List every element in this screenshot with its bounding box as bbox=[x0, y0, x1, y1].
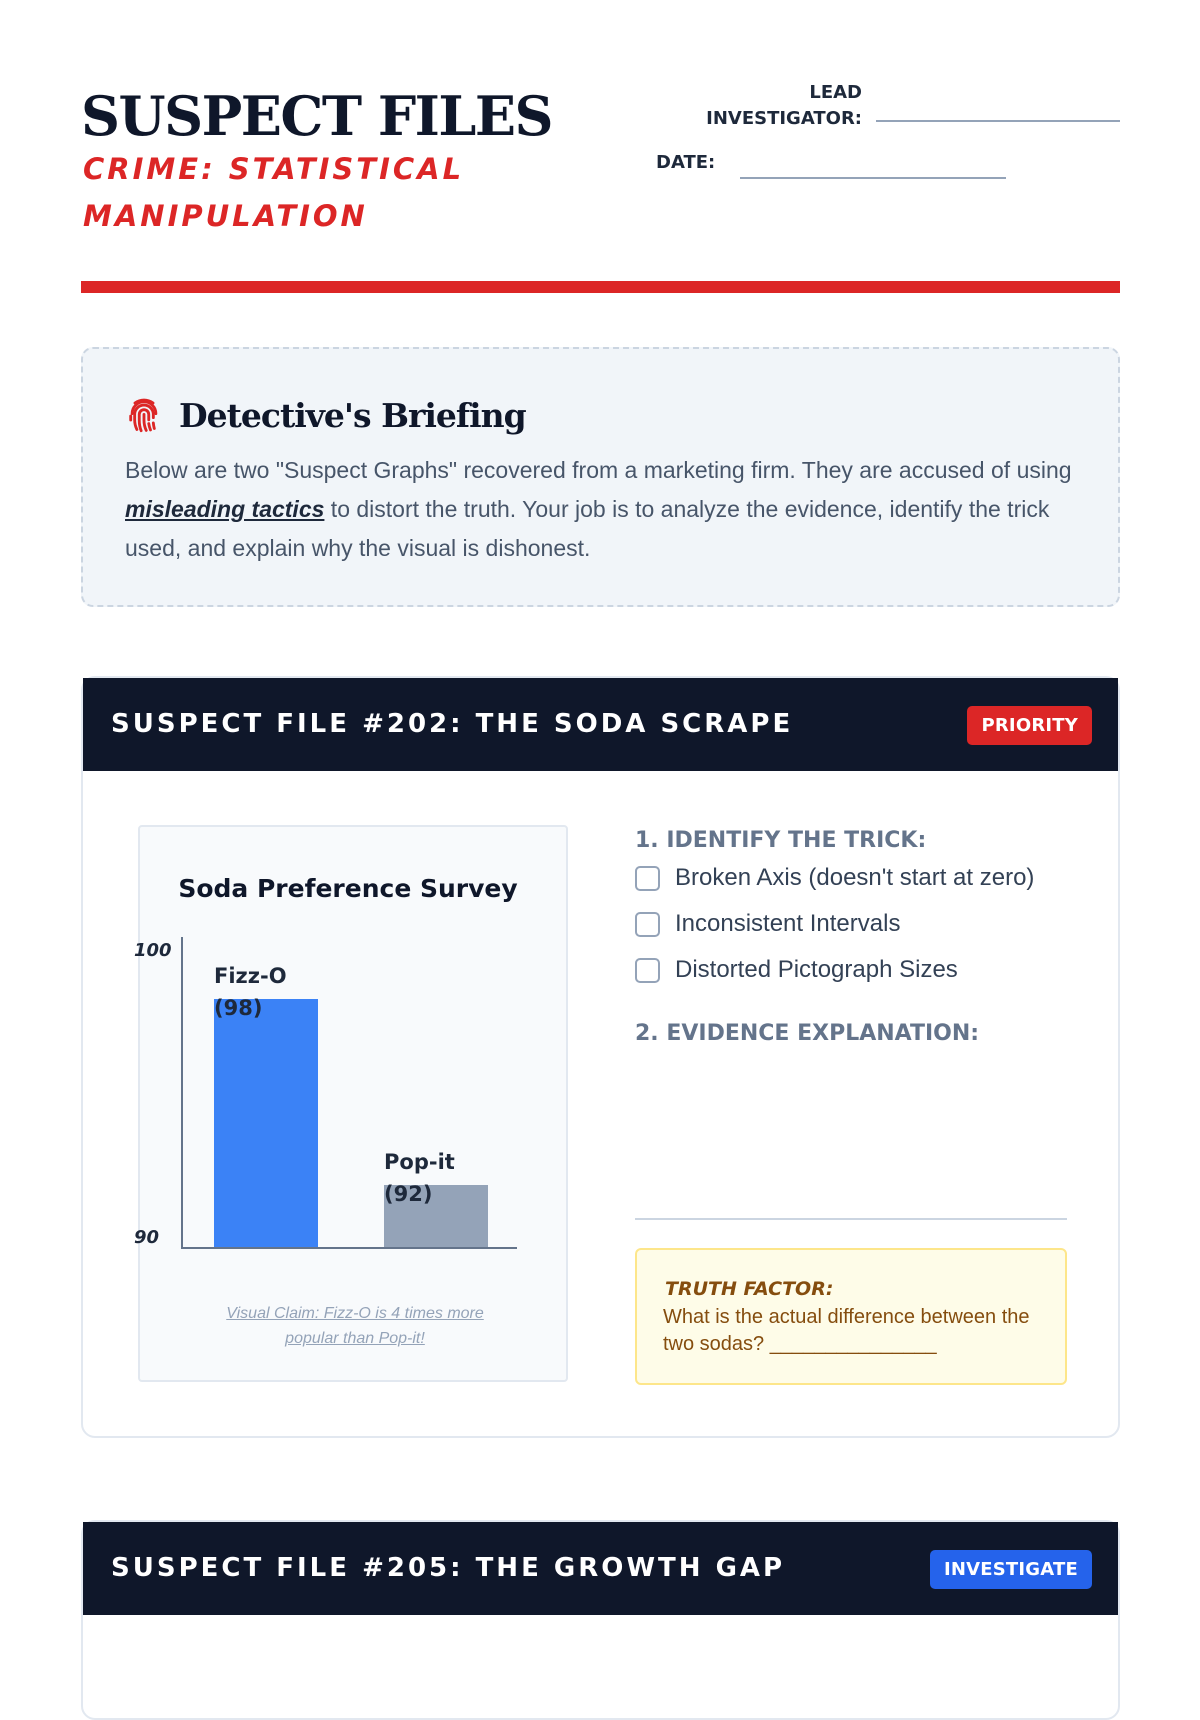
identify-trick-heading: 1. IDENTIFY THE TRICK: bbox=[635, 828, 927, 853]
bar-fizz-o bbox=[214, 999, 318, 1247]
option-label: Broken Axis (doesn't start at zero) bbox=[675, 864, 1035, 891]
truth-factor-question: What is the actual difference between the two sodas? _______________ bbox=[663, 1306, 1030, 1355]
explanation-answer-line[interactable] bbox=[635, 1218, 1067, 1220]
chart-title: Soda Preference Survey bbox=[178, 874, 518, 903]
file-header bbox=[83, 678, 1118, 771]
bar-value-label: (98) bbox=[214, 996, 263, 1020]
page-title: SUSPECT FILES bbox=[81, 84, 553, 148]
truth-factor-title: TRUTH FACTOR: bbox=[665, 1278, 834, 1300]
checkbox[interactable] bbox=[635, 912, 660, 937]
y-tick-label: 90 bbox=[134, 1227, 160, 1248]
checkbox[interactable] bbox=[635, 958, 660, 983]
briefing-emphasis: misleading tactics bbox=[125, 496, 325, 522]
truth-factor-box bbox=[635, 1248, 1067, 1385]
briefing-text-part: Below are two "Suspect Graphs" recovered from a marketing firm. They are accused of using bbox=[125, 457, 1072, 483]
option-label: Inconsistent Intervals bbox=[675, 910, 901, 937]
visual-claim: Visual Claim: Fizz-O is 4 times more popular than Pop-it! bbox=[226, 1305, 484, 1347]
date-label: DATE: bbox=[656, 152, 716, 173]
evidence-explanation-heading: 2. EVIDENCE EXPLANATION: bbox=[635, 1021, 980, 1046]
option-label: Distorted Pictograph Sizes bbox=[675, 956, 958, 983]
date-field[interactable] bbox=[740, 177, 1006, 179]
suspect-file-202 bbox=[81, 676, 1120, 1438]
investigate-badge: INVESTIGATE bbox=[930, 1550, 1092, 1589]
file-title: SUSPECT FILE #202: THE SODA SCRAPE bbox=[111, 709, 794, 739]
y-tick-label: 100 bbox=[134, 940, 172, 961]
file-header bbox=[83, 1522, 1118, 1615]
suspect-file-205 bbox=[81, 1520, 1120, 1720]
briefing-title: Detective's Briefing bbox=[179, 396, 526, 435]
briefing-text-part: to distort the truth. Your job is to analyze the evidence, identify the trick used, and explain why the visual is dishonest. bbox=[125, 496, 1050, 561]
lead-investigator-label: LEAD INVESTIGATOR: bbox=[706, 82, 862, 129]
file-title: SUSPECT FILE #205: THE GROWTH GAP bbox=[111, 1553, 786, 1583]
bar-value-label: (92) bbox=[384, 1182, 433, 1206]
header-divider bbox=[81, 281, 1120, 293]
fingerprint-icon bbox=[125, 397, 163, 435]
crime-subtitle: CRIME: STATISTICAL MANIPULATION bbox=[83, 152, 465, 233]
priority-badge: PRIORITY bbox=[967, 706, 1092, 745]
bar-category-label: Pop-it bbox=[384, 1150, 455, 1174]
briefing-text bbox=[125, 451, 1085, 568]
lead-investigator-field[interactable] bbox=[876, 120, 1120, 122]
bar-category-label: Fizz-O bbox=[214, 964, 287, 988]
chart-panel bbox=[134, 825, 568, 1382]
briefing-box bbox=[81, 347, 1120, 607]
checkbox[interactable] bbox=[635, 866, 660, 891]
